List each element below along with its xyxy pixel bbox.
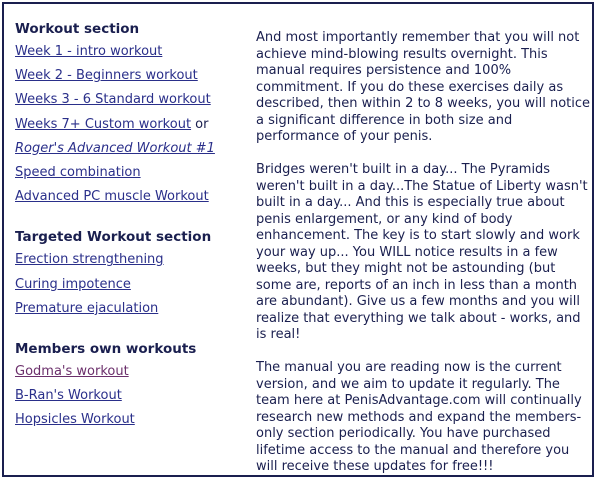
speed-combination-link[interactable]: Speed combination bbox=[15, 165, 141, 181]
or-text: or bbox=[191, 116, 209, 132]
workout-section-title: Workout section bbox=[15, 21, 140, 37]
list-item bbox=[15, 64, 240, 88]
paragraph-results: And most importantly remember that you will not achieve mind-blowing results overnight. This manual requires persistence and 100% commitment. If you do these exercises daily as described, then within 2 to 8 weeks, you will notice a significant difference in both size and performance of your penis. bbox=[256, 30, 591, 144]
list-item bbox=[15, 113, 240, 137]
section-spacer bbox=[15, 209, 240, 226]
paragraph-updates: The manual you are reading now is the current version, and we aim to update it regularly. The team here at PenisAdvantage.com will continually research new methods and expand the members-only section periodically. You have purchased lifetime access to the manual and therefore you will receive these updates for free!!! bbox=[256, 360, 582, 474]
sidebar bbox=[15, 18, 240, 433]
section-spacer bbox=[15, 321, 240, 338]
weeks-3-6-standard-link[interactable]: Weeks 3 - 6 Standard workout bbox=[15, 92, 211, 108]
targeted-list bbox=[15, 248, 240, 321]
curing-impotence-link[interactable]: Curing impotence bbox=[15, 276, 131, 292]
list-item bbox=[15, 40, 240, 64]
godmas-workout-link[interactable]: Godma's workout bbox=[15, 364, 129, 380]
list-item bbox=[15, 408, 240, 432]
list-item bbox=[15, 384, 240, 408]
rogers-advanced-link[interactable]: Roger's Advanced Workout #1 bbox=[15, 140, 215, 156]
advanced-pc-muscle-link[interactable]: Advanced PC muscle Workout bbox=[15, 189, 209, 205]
list-item bbox=[15, 88, 240, 112]
hopsicles-workout-link[interactable]: Hopsicles Workout bbox=[15, 412, 135, 428]
paragraph-patience: Bridges weren't built in a day... The Pyramids weren't built in a day...The Statue of Liberty wasn't built in a day... And this is especially true about penis enlargement, or any kind of body enhancement. The key is to start slowly and work your way up... You WILL notice results in a few weeks, but they might not be astounding (but some are, reports of an inch in less than a month are abundant). Give us a few months and you will realize that everything we talk about - works, and is real! bbox=[256, 162, 588, 342]
weeks-7-custom-link[interactable]: Weeks 7+ Custom workout bbox=[15, 116, 192, 132]
b-rans-workout-link[interactable]: B-Ran's Workout bbox=[15, 388, 122, 404]
week-1-intro-link[interactable]: Week 1 - intro workout bbox=[15, 44, 163, 59]
main-content bbox=[256, 30, 590, 492]
list-item bbox=[15, 297, 240, 321]
erection-strengthening-link[interactable]: Erection strengthening bbox=[15, 252, 164, 268]
list-item bbox=[15, 137, 240, 161]
premature-ejaculation-link[interactable]: Premature ejaculation bbox=[15, 300, 159, 316]
list-item bbox=[15, 248, 240, 272]
week-2-beginners-link[interactable]: Week 2 - Beginners workout bbox=[15, 68, 198, 84]
list-item bbox=[15, 161, 240, 185]
list-item bbox=[15, 360, 240, 384]
list-item bbox=[15, 185, 240, 209]
workout-list bbox=[15, 40, 240, 209]
members-section-title: Members own workouts bbox=[15, 341, 197, 358]
list-item bbox=[15, 273, 240, 297]
members-list bbox=[15, 360, 240, 433]
targeted-section-title: Targeted Workout section bbox=[15, 229, 212, 246]
